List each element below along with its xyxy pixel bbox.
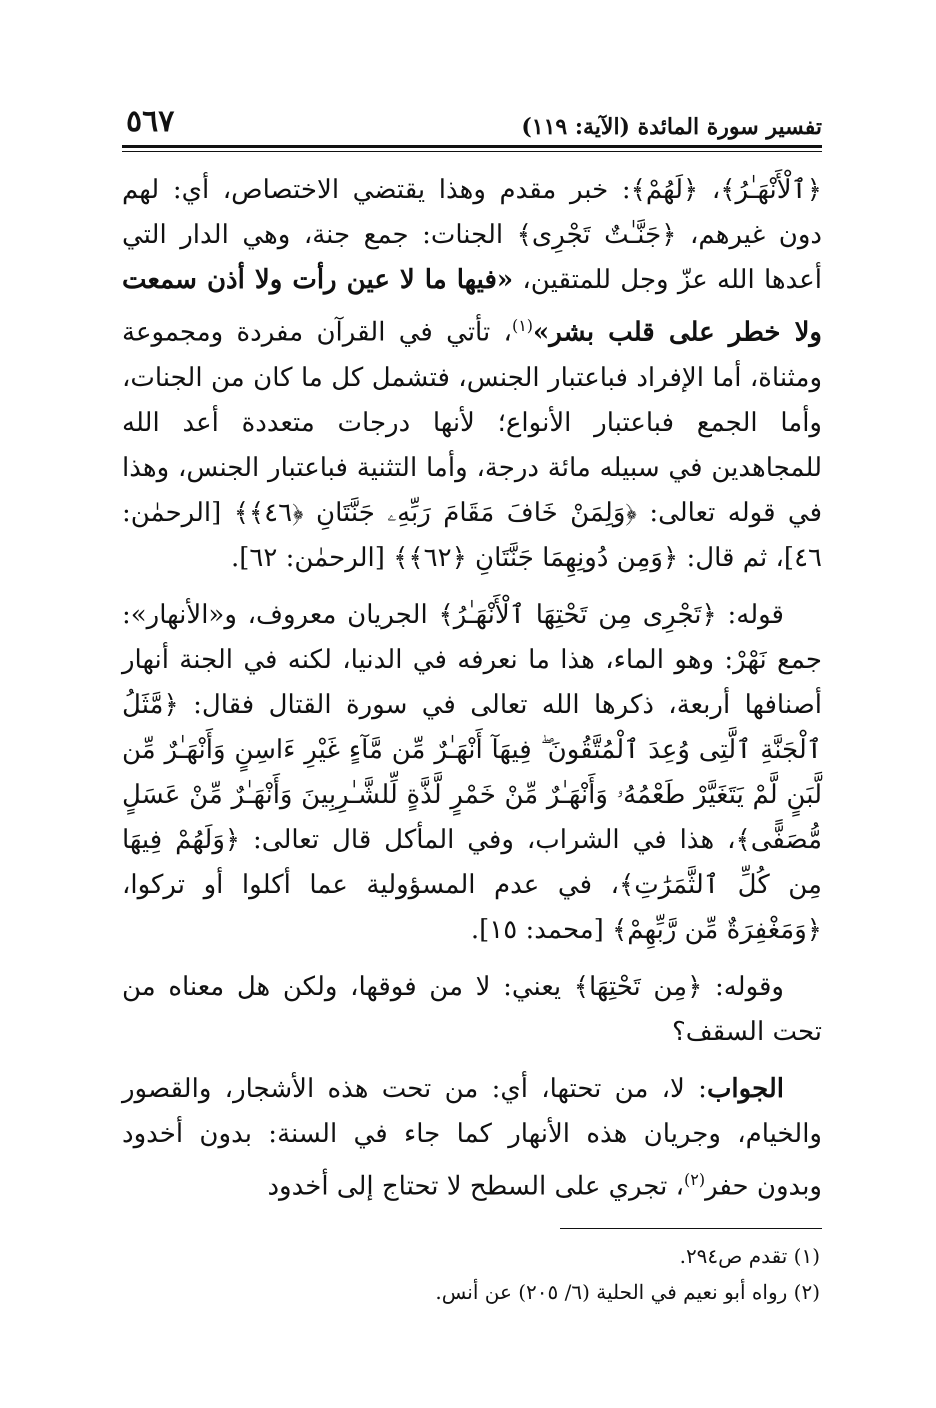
main-text [122,168,822,1221]
footnote-2: (٢) رواه أبو نعيم في الحلية (٦/ ٢٠٥) عن أنس. [435,1280,820,1304]
footnote-ref-1: (١) [511,316,534,335]
answer-label: الجواب [706,1073,784,1104]
header-rule-thick [122,145,822,148]
page-header [122,100,822,140]
paragraph-1-text-b: ، تأتي في القرآن مفردة ومجموعة ومثناة، أما الإفراد فباعتبار الجنس، فتشمل كل ما كان من الجنات، وأما الجمع فباعتبار الأنواع؛ لأنها درجات متعددة أعد الله للمجاهدين في سبيله مائة درجة، وأما التثنية فباعتبار الجنس، وهذا في قوله تعالى: ﴿وَلِمَنْ خَافَ مَقَامَ رَبِّهِۦ جَنَّتَانِ ﴿٤٦﴾﴾ [الرحمٰن: ٤٦]، ثم قال: ﴿وَمِن دُونِهِمَا جَنَّتَانِ ﴿٦٢﴾﴾ [الرحمٰن: ٦٢]. [122,317,822,573]
header-rule-thin [122,151,822,152]
footnote-1: (١) تقدم ص٢٩٤. [679,1244,820,1268]
footnote-separator [560,1228,822,1229]
paragraph-1 [122,168,822,581]
page-number: ٥٦٧ [126,104,175,139]
running-title: تفسير سورة المائدة (الآية: ١١٩) [521,114,822,140]
paragraph-1-text-a: ﴿ٱلْأَنْهَـٰرُ﴾، ﴿لَهُمْ﴾: خبر مقدم وهذا يقتضي الاختصاص، أي: لهم دون غيرهم، ﴿جَنَّـٰتٌ تَجْرِى﴾ الجنات: جمع جنة، وهي الدار التي أعدها الله عزّ وجل للمتقين، [122,175,822,295]
paragraph-4-text-a: : لا، من تحتها، أي: من تحت هذه الأشجار، والقصور والخيام، وجريان هذه الأنهار كما جاء في السنة: بدون أخدود وبدون حفر [122,1073,822,1202]
hadith-quote: «فيها ما لا عين رأت ولا أذن سمعت ولا خطر على قلب بشر» [122,265,822,348]
paragraph-4-text-b: ، تجري على السطح لا تحتاج إلى أخدود [267,1171,684,1202]
footnotes [122,1238,822,1310]
paragraph-2: قوله: ﴿تَجْرِى مِن تَحْتِهَا ٱلْأَنْهَـٰرُ﴾ الجريان معروف، و«الأنهار»: جمع نَهْرْ: وهو الماء، هذا ما نعرفه في الدنيا، لكنه في الجنة أنهار أصنافها أربعة، ذكرها الله تعالى في سورة القتال فقال: ﴿مَّثَلُ ٱلْجَنَّةِ ٱلَّتِى وُعِدَ ٱلْمُتَّقُونَ ۖ فِيهَآ أَنْهَـٰرٌ مِّن مَّآءٍ غَيْرِ ءَاسِنٍ وَأَنْهَـٰرٌ مِّن لَّبَنٍ لَّمْ يَتَغَيَّرْ طَعْمُهُۥ وَأَنْهَـٰرٌ مِّنْ خَمْرٍ لَّذَّةٍ لِّلشَّـٰرِبِينَ وَأَنْهَـٰرٌ مِّنْ عَسَلٍ مُّصَفًّى﴾، هذا في الشراب، وفي المأكل قال تعالى: ﴿وَلَهُمْ فِيهَا مِن كُلِّ ٱلثَّمَرَٰتِ﴾، في عدم المسؤولية عما أكلوا أو تركوا، ﴿وَمَغْفِرَةٌ مِّن رَّبِّهِمْ﴾ [محمد: ١٥]. [122,599,822,945]
footnote-ref-2: (٢) [683,1169,706,1189]
paragraph-3: وقوله: ﴿مِن تَحْتِهَا﴾ يعني: لا من فوقها، ولكن هل معناه من تحت السقف؟ [122,971,822,1047]
paragraph-4 [122,1067,822,1210]
